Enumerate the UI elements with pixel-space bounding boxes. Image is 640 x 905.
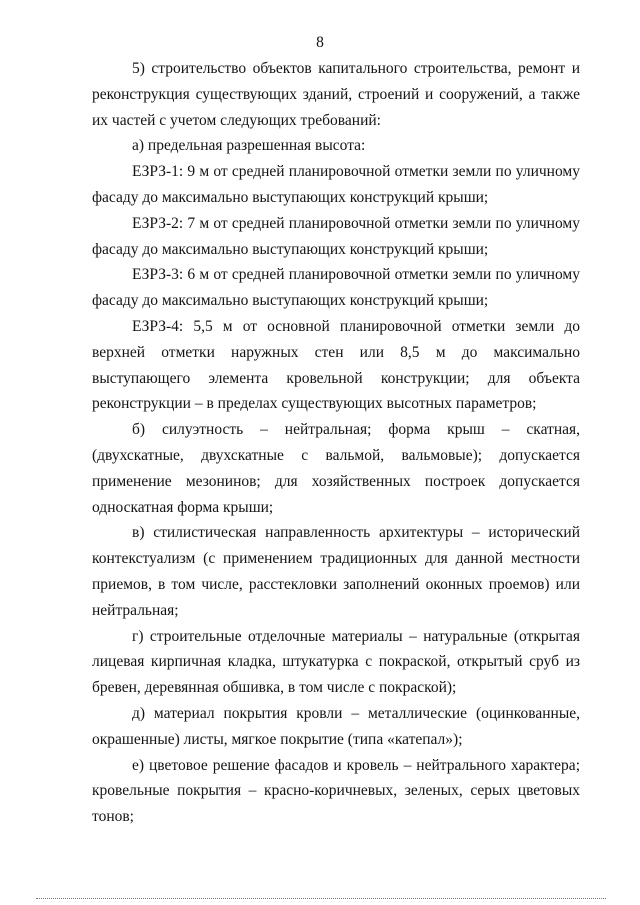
paragraph-style: в) стилистическая направленность архитектуры – исторический контекстуализм (с применением традиционных для данной местности приемов, в том числе, расстекловки заполнений оконных проемов) или нейтральная;	[92, 524, 580, 619]
paragraph-silhouette: б) силуэтность – нейтральная; форма крыш – скатная, (двухскатные, двухскатные с вальмой, вальмовые); допускается применение мезонинов; для хозяйственных построек допускается односкатная форма крыши;	[92, 421, 580, 516]
paragraph-ezrz-1: ЕЗРЗ-1: 9 м от средней планировочной отметки земли по уличному фасаду до максимально выступающих конструкций крыши;	[92, 163, 580, 206]
paragraph-item-5: 5) строительство объектов капитального строительства, ремонт и реконструкция существующих зданий, строений и сооружений, а также их частей с учетом следующих требований:	[92, 60, 580, 129]
paragraph-colors: е) цветовое решение фасадов и кровель – нейтрального характера; кровельные покрытия – красно-коричневых, зеленых, серых цветовых тонов;	[92, 756, 580, 826]
scan-edge-line	[36, 898, 606, 899]
paragraph-roofing: д) материал покрытия кровли – металлические (оцинкованные, окрашенные) листы, мягкое покрытие (типа «катепал»);	[92, 704, 580, 748]
page-number: 8	[316, 34, 324, 51]
paragraph-max-height-heading: а) предельная разрешенная высота:	[132, 137, 366, 155]
paragraph-materials: г) строительные отделочные материалы – натуральные (открытая лицевая кирпичная кладка, штукатурка с покраской, открытый сруб из бревен, деревянная обшивка, в том числе с покраской);	[92, 627, 580, 697]
document-body	[92, 56, 580, 830]
paragraph-ezrz-3: ЕЗРЗ-3: 6 м от средней планировочной отметки земли по уличному фасаду до максимально выступающих конструкций крыши;	[92, 266, 580, 310]
paragraph-ezrz-2: ЕЗРЗ-2: 7 м от средней планировочной отметки земли по уличному фасаду до максимально выступающих конструкций крыши;	[92, 214, 580, 258]
paragraph-ezrz-4: ЕЗРЗ-4: 5,5 м от основной планировочной отметки земли до верхней отметки наружных стен или 8,5 м до максимально выступающего элемента кровельной конструкции; для объекта реконструкции – в пределах существующих высотных параметров;	[92, 317, 580, 413]
